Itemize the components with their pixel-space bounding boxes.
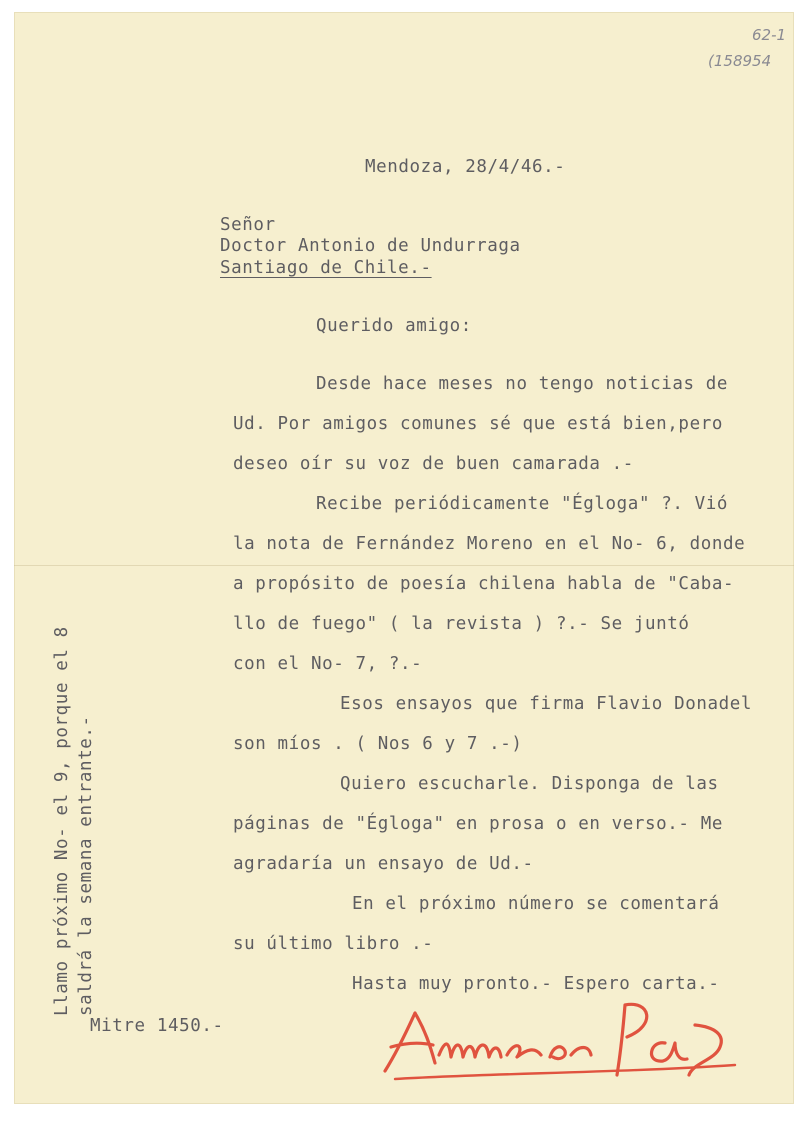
body-line: Recibe periódicamente "Égloga" ?. Vió <box>316 494 729 514</box>
body-line: llo de fuego" ( la revista ) ?.- Se juntó <box>233 614 690 634</box>
body-line: Hasta muy pronto.- Espero carta.- <box>352 974 720 994</box>
body-line: su último libro .- <box>233 934 434 954</box>
body-line: Ud. Por amigos comunes sé que está bien,pero <box>233 414 723 434</box>
place-date: Mendoza, 28/4/46.- <box>365 157 566 177</box>
margin-note-line: Llamo próximo No- el 9, porque el 8 <box>52 626 72 1016</box>
body-line: son míos . ( Nos 6 y 7 .-) <box>233 734 523 754</box>
salutation: Querido amigo: <box>316 316 472 336</box>
handwritten-signature <box>375 985 755 1085</box>
body-line: Desde hace meses no tengo noticias de <box>316 374 729 394</box>
paper-fold-line <box>14 565 794 566</box>
body-line: Esos ensayos que firma Flavio Donadel <box>340 694 753 714</box>
body-line: deseo oír su voz de buen camarada .- <box>233 454 634 474</box>
body-line: páginas de "Égloga" en prosa o en verso.- Me <box>233 814 723 834</box>
signature-stroke <box>651 1043 687 1061</box>
body-line: Quiero escucharle. Disponga de las <box>340 774 719 794</box>
body-line: a propósito de poesía chilena habla de "Caba- <box>233 574 735 594</box>
sender-address: Mitre 1450.- <box>90 1016 224 1036</box>
recipient-title: Señor <box>220 215 276 235</box>
archive-ref-number: 62-1 <box>752 26 787 44</box>
signature-underline <box>395 1065 735 1079</box>
recipient-city: Santiago de Chile.- <box>220 258 432 278</box>
body-line: con el No- 7, ?.- <box>233 654 423 674</box>
margin-note-line: saldrá la semana entrante.- <box>76 715 96 1016</box>
signature-stroke <box>617 1004 647 1075</box>
signature-stroke <box>507 1046 541 1057</box>
recipient-name: Doctor Antonio de Undurraga <box>220 236 521 256</box>
body-line: En el próximo número se comentará <box>352 894 720 914</box>
signature-stroke <box>550 1047 591 1059</box>
archive-ref-code: (158954 <box>708 52 772 70</box>
signature-stroke <box>439 1044 501 1057</box>
body-line: la nota de Fernández Moreno en el No- 6, donde <box>233 534 746 554</box>
signature-stroke <box>385 1013 435 1071</box>
body-line: agradaría un ensayo de Ud.- <box>233 854 534 874</box>
margin-note <box>50 626 98 1016</box>
